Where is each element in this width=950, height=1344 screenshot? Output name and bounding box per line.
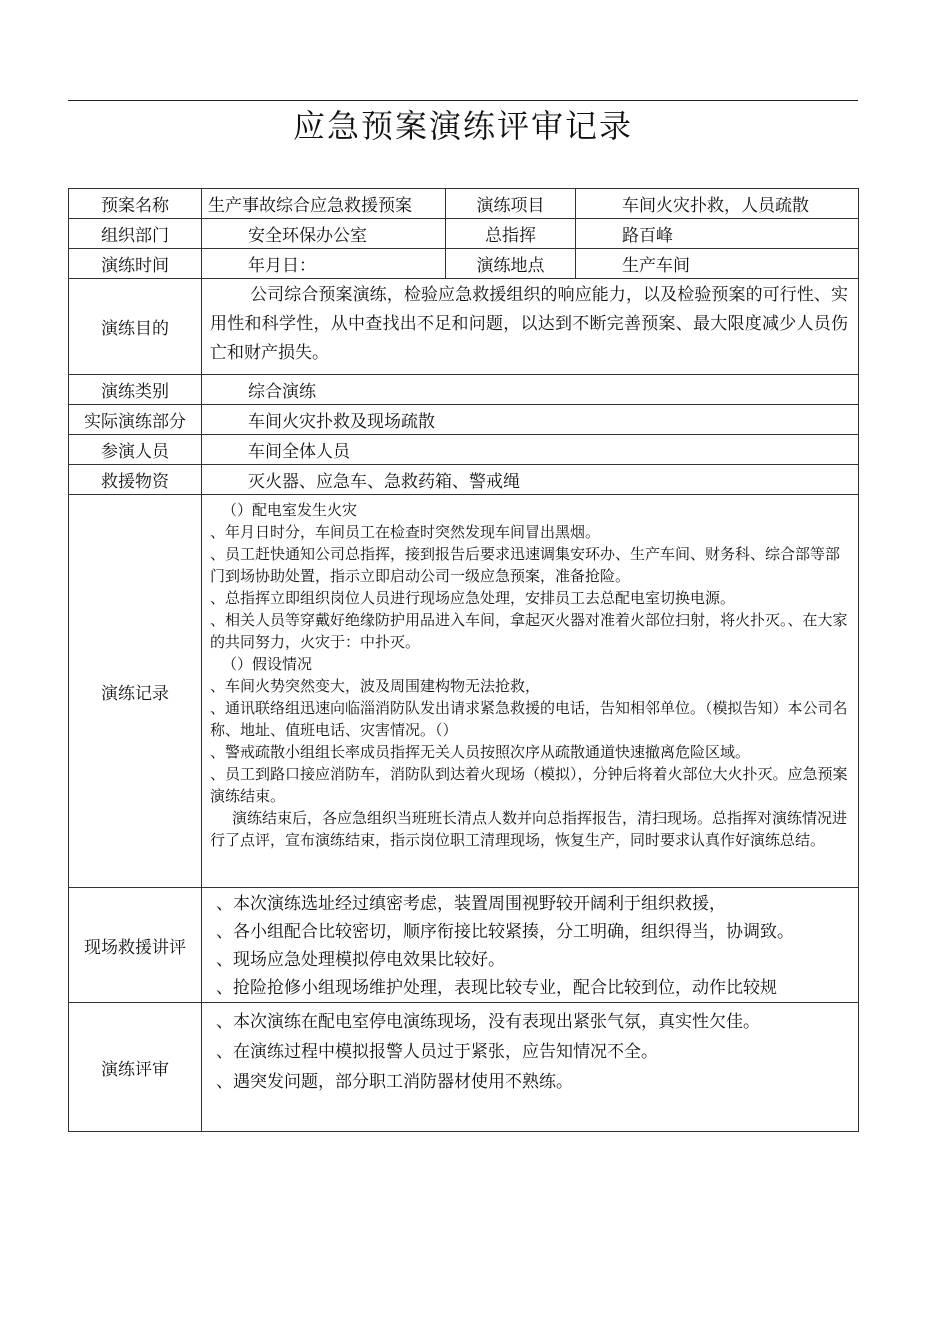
feedback-line: 、本次演练选址经过缜密考虑，装置周围视野较开阔利于组织救援， xyxy=(216,894,726,914)
record-line: 、员工到路口接应消防车，消防队到达着火现场（模拟），分钟后将着火部位大火扑灭。应急预案演练结束。 xyxy=(210,765,848,805)
supplies-value: 灭火器、应急车、急救药箱、警戒绳 xyxy=(202,465,859,495)
purpose-label: 演练目的 xyxy=(69,279,202,375)
record-line: 、相关人员等穿戴好绝缘防护用品进入车间，拿起灭火器对准着火部位扫射，将火扑灭。、在大家的共同努力，火灾于：中扑灭。 xyxy=(210,611,848,651)
feedback-line: 、现场应急处理模拟停电效果比较好。 xyxy=(216,950,505,970)
record-line: 、警戒疏散小组组长率成员指挥无关人员按照次序从疏散通道快速撤离危险区域。 xyxy=(210,743,751,761)
drill-time-value: 年月日： xyxy=(202,249,446,279)
record-line: 、通讯联络组迅速向临淄消防队发出请求紧急救援的电话，告知相邻单位。（模拟告知）本公司名称、地址、值班电话、灾害情况。（） xyxy=(210,699,848,739)
actual-part-value: 车间火灾扑救及现场疏散 xyxy=(202,405,859,435)
feedback-cell xyxy=(202,888,859,1003)
row-feedback xyxy=(69,888,859,1003)
record-cell xyxy=(202,495,859,888)
record-line: （）假设情况 xyxy=(222,655,313,673)
row-org xyxy=(69,219,859,249)
page-title: 应急预案演练评审记录 xyxy=(292,107,633,145)
feedback-line: 、抢险抢修小组现场维护处理，表现比较专业，配合比较到位，动作比较规 xyxy=(216,978,777,998)
record-line: 、总指挥立即组织岗位人员进行现场应急处理，安排员工去总配电室切换电源。 xyxy=(210,589,736,607)
plan-name-value: 生产事故综合应急救援预案 xyxy=(202,189,446,219)
category-value: 综合演练 xyxy=(202,375,859,405)
drill-location-value: 生产车间 xyxy=(576,249,859,279)
row-time xyxy=(69,249,859,279)
row-participants xyxy=(69,435,859,465)
purpose-cell xyxy=(202,279,859,375)
drill-item-value: 车间火灾扑救，人员疏散 xyxy=(576,189,859,219)
plan-name-label: 预案名称 xyxy=(69,189,202,219)
commander-label: 总指挥 xyxy=(446,219,576,249)
org-dept-label: 组织部门 xyxy=(69,219,202,249)
row-review xyxy=(69,1003,859,1132)
feedback-clip xyxy=(216,890,848,1002)
top-rule xyxy=(68,100,858,101)
record-line: 、年月日时分，车间员工在检查时突然发现车间冒出黑烟。 xyxy=(210,523,601,541)
row-record xyxy=(69,495,859,888)
review-cell xyxy=(202,1003,859,1132)
record-line: 、员工赶快通知公司总指挥，接到报告后要求迅速调集安环办、生产车间、财务科、综合部等部门到场协助处置，指示立即启动公司一级应急预案，准备抢险。 xyxy=(210,545,841,585)
row-actual-part xyxy=(69,405,859,435)
review-line: 、本次演练在配电室停电演练现场，没有表现出紧张气氛，真实性欠佳。 xyxy=(216,1012,760,1032)
feedback-line: 、各小组配合比较密切，顺序衔接比较紧揍，分工明确，组织得当，协调致。 xyxy=(216,922,794,942)
feedback-label: 现场救援讲评 xyxy=(69,888,202,1003)
participants-value: 车间全体人员 xyxy=(202,435,859,465)
org-dept-value: 安全环保办公室 xyxy=(202,219,446,249)
participants-label: 参演人员 xyxy=(69,435,202,465)
actual-part-label: 实际演练部分 xyxy=(69,405,202,435)
drill-location-label: 演练地点 xyxy=(446,249,576,279)
row-category xyxy=(69,375,859,405)
review-line: 、在演练过程中模拟报警人员过于紧张，应告知情况不全。 xyxy=(216,1042,658,1062)
review-line: 、遇突发问题，部分职工消防器材使用不熟练。 xyxy=(216,1072,573,1092)
commander-value: 路百峰 xyxy=(576,219,859,249)
record-line: 、车间火势突然变大，波及周围建构物无法抢救， xyxy=(210,677,541,695)
drill-review-form xyxy=(68,188,859,1132)
row-supplies xyxy=(69,465,859,495)
row-purpose xyxy=(69,279,859,375)
record-line: （）配电室发生火灾 xyxy=(222,501,358,519)
row-plan xyxy=(69,189,859,219)
drill-time-label: 演练时间 xyxy=(69,249,202,279)
supplies-label: 救援物资 xyxy=(69,465,202,495)
review-label: 演练评审 xyxy=(69,1003,202,1132)
drill-item-label: 演练项目 xyxy=(446,189,576,219)
record-line: 演练结束后，各应急组织当班班长清点人数并向总指挥报告，清扫现场。总指挥对演练情况进行了点评，宣布演练结束，指示岗位职工清理现场，恢复生产，同时要求认真作好演练总结。 xyxy=(210,809,848,849)
purpose-text: 公司综合预案演练，检验应急救援组织的响应能力，以及检验预案的可行性、实用性和科学性，从中查找出不足和问题，以达到不断完善预案、最大限度减少人员伤亡和财产损失。 xyxy=(210,285,848,363)
category-label: 演练类别 xyxy=(69,375,202,405)
record-label: 演练记录 xyxy=(69,495,202,888)
